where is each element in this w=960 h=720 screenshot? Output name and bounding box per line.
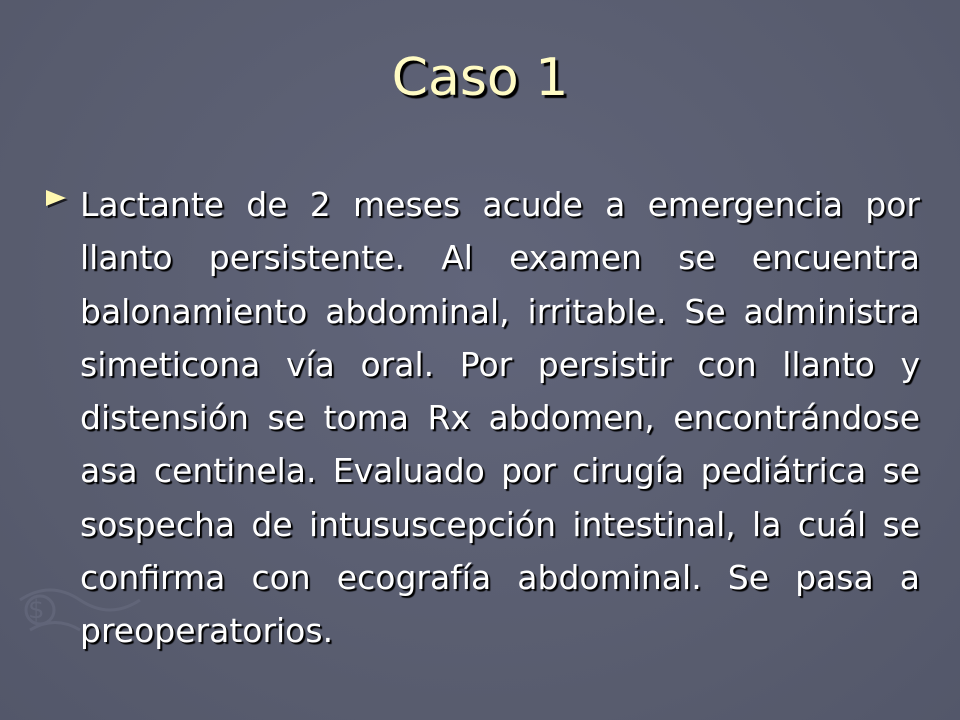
slide-title: Caso 1 bbox=[391, 48, 569, 108]
bullet-text: Lactante de 2 meses acude a emergencia por llanto persistente. Al examen se encuentra balonamiento abdominal, irritable. Se administra simeticona vía oral. Por persistir con llanto y distensión se toma Rx abdomen, encontrándose asa centinela. Evaluado por cirugía pediátrica se sospecha de intususcepción intestinal, la cuál se confirma con ecografía abdominal. Se pasa a preoperatorios. bbox=[80, 185, 920, 651]
triangle-right-icon bbox=[42, 184, 70, 212]
svg-text:$: $ bbox=[28, 595, 45, 625]
